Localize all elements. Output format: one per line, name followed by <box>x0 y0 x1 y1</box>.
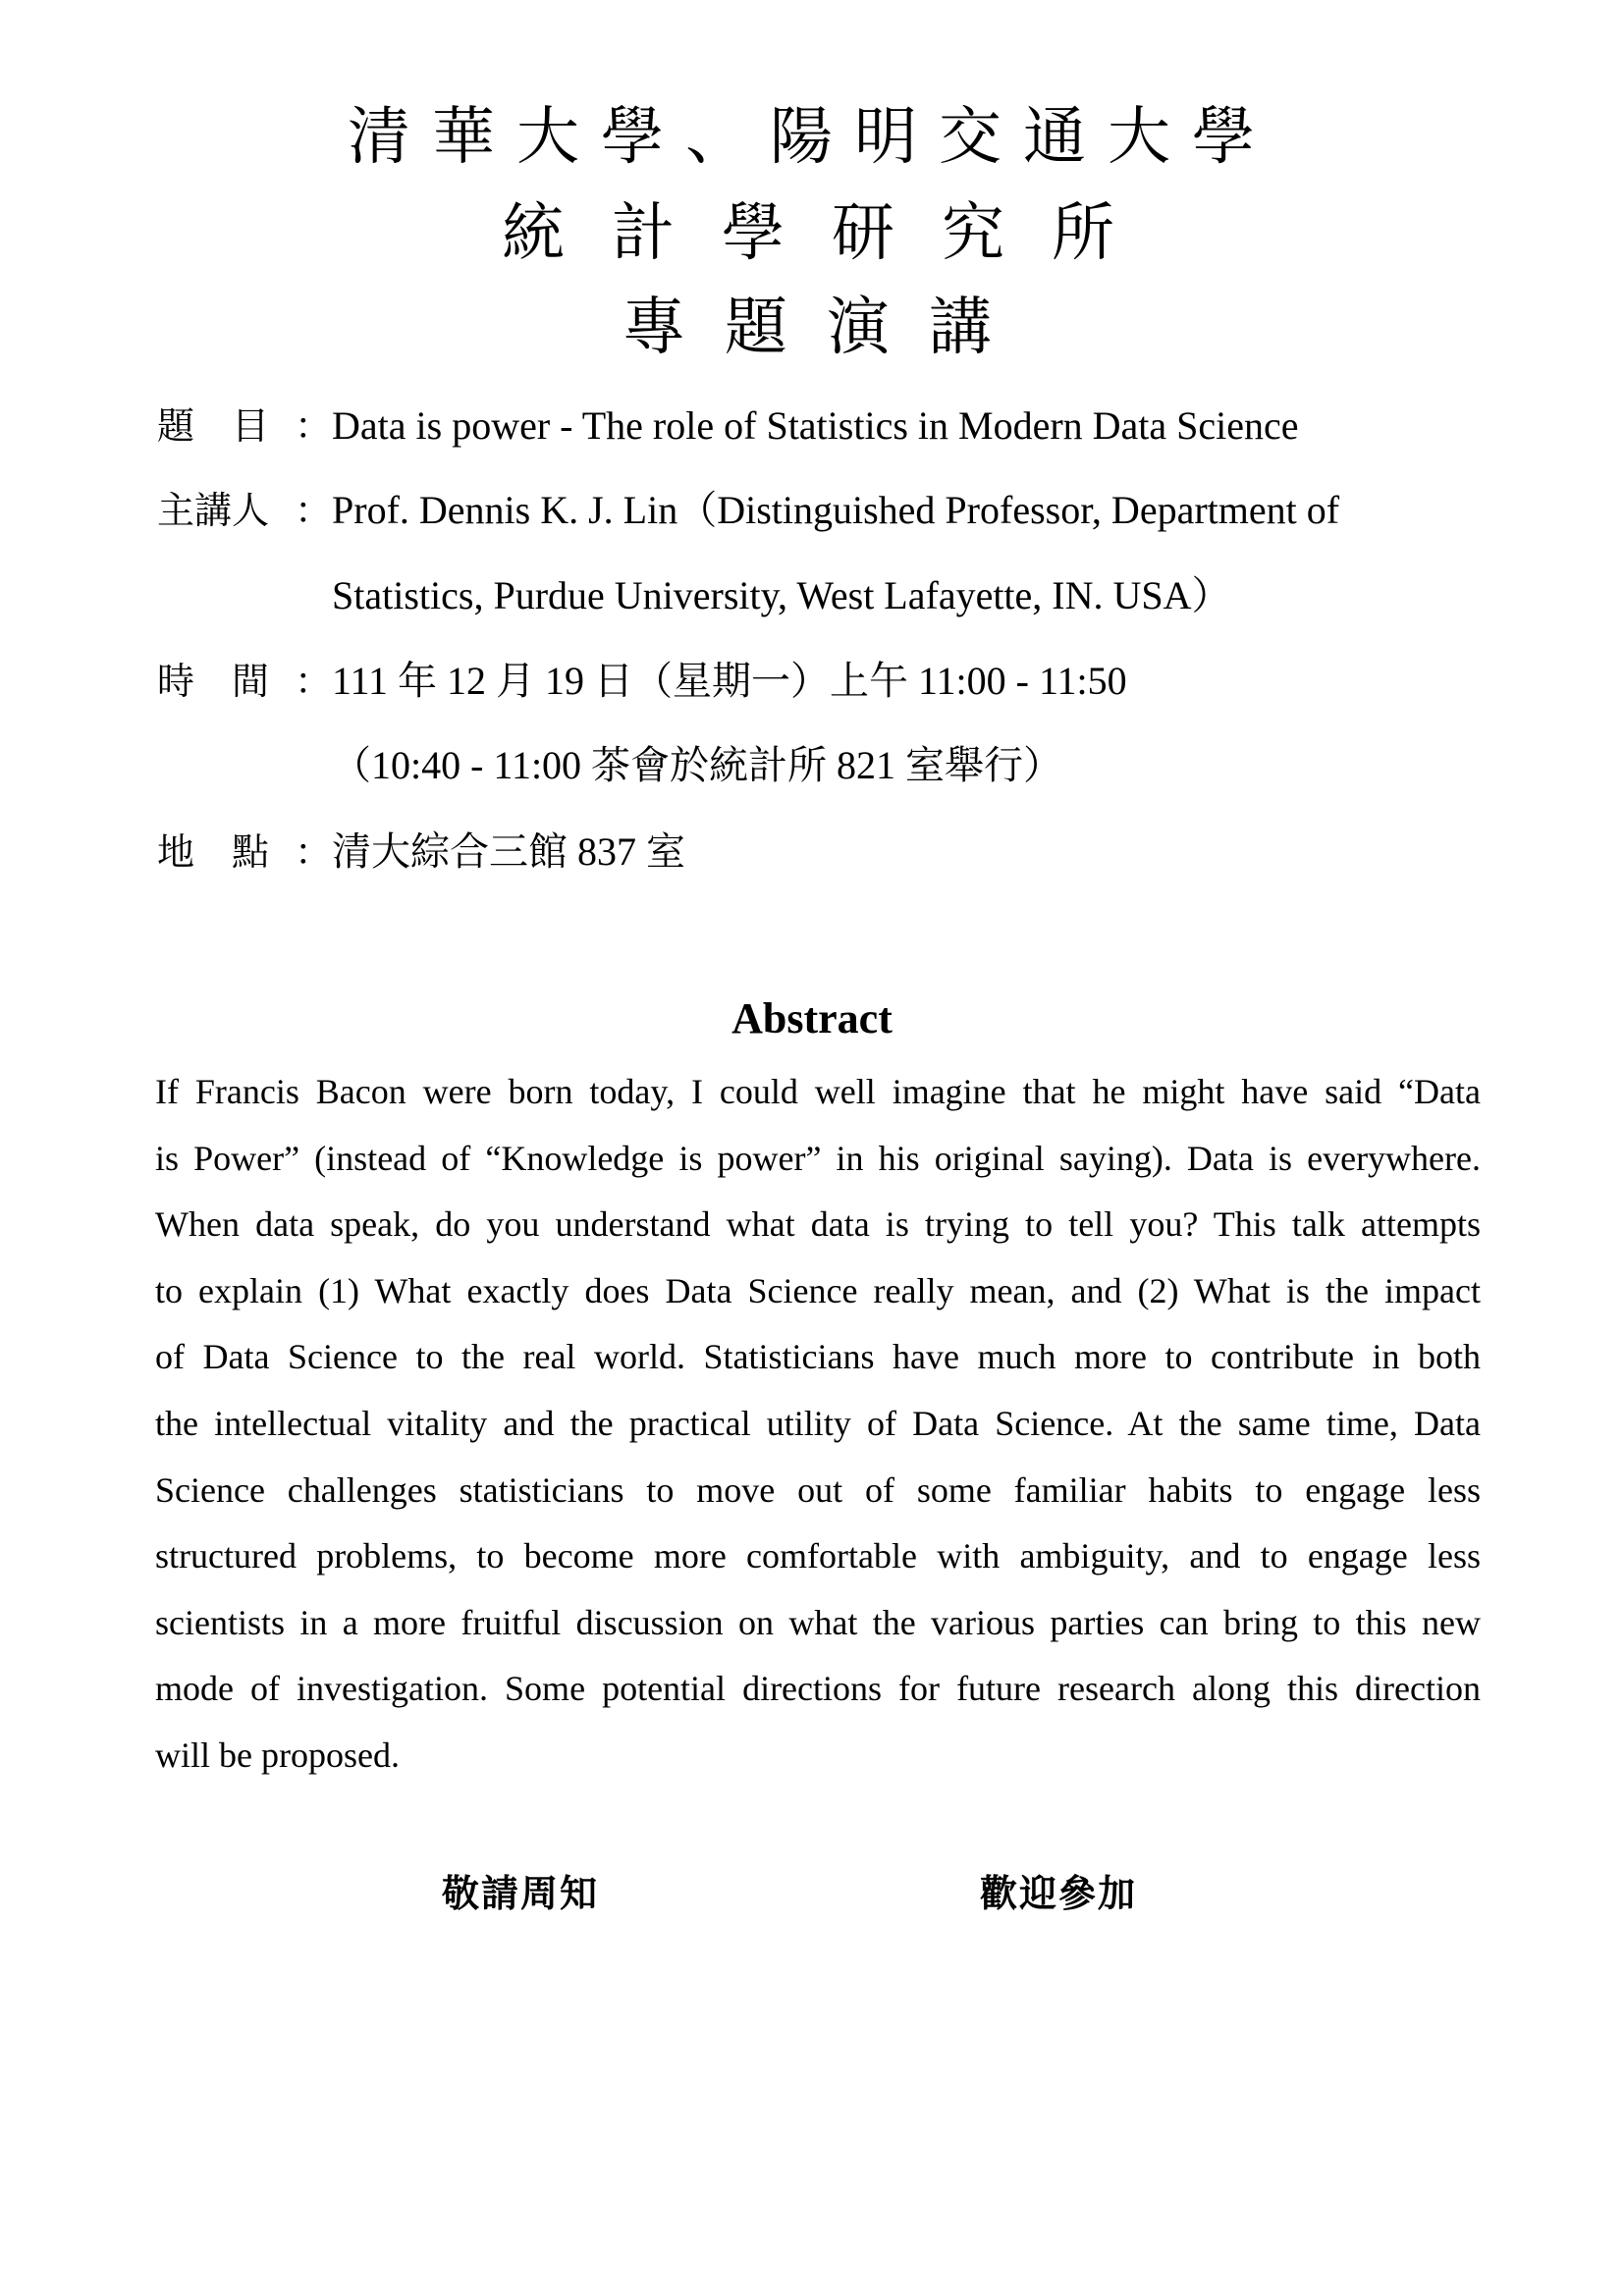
abstract-line: is Power” (instead of “Knowledge is power” in his original saying). Data is everywhere. <box>155 1138 1481 1178</box>
event-title: 專題演講 <box>623 292 1031 364</box>
abstract-body <box>155 1070 1481 1800</box>
place-label: 地 點 <box>157 830 270 874</box>
time-value-line1: 111 年 12 月 19 日（星期一）上午 11:00 - 11:50 <box>332 659 1127 703</box>
footer-notice: 敬請周知 <box>442 1872 600 1915</box>
abstract-heading: Abstract <box>731 994 893 1042</box>
abstract-line: When data speak, do you understand what data is trying to tell you? This talk attempts <box>155 1204 1481 1245</box>
topic-value: Data is power - The role of Statistics in Modern Data Science <box>332 403 1299 448</box>
abstract-line: If Francis Bacon were born today, I could well imagine that he might have said “Data <box>155 1072 1481 1111</box>
university-title: 清華大學、陽明交通大學 <box>348 101 1276 174</box>
time-label: 時 間 <box>157 660 270 703</box>
abstract-line: will be proposed. <box>155 1735 400 1775</box>
abstract-line: scientists in a more fruitful discussion on what the various parties can bring to this new <box>155 1602 1481 1642</box>
topic-colon: ： <box>295 404 333 448</box>
place-colon: ： <box>295 830 333 874</box>
place-row <box>157 830 1532 874</box>
time-value-line2: （10:40 - 11:00 茶會於統計所 821 室舉行） <box>332 743 1063 787</box>
speaker-label: 主講人 <box>157 489 270 532</box>
abstract-line: structured problems, to become more comfortable with ambiguity, and to engage less <box>155 1536 1481 1576</box>
footer-welcome: 歡迎參加 <box>980 1872 1138 1915</box>
speaker-colon: ： <box>295 489 333 532</box>
abstract-line: Science challenges statisticians to move out of some familiar habits to engage less <box>155 1469 1481 1510</box>
abstract-line: the intellectual vitality and the practical utility of Data Science. At the same time, Data <box>155 1403 1481 1443</box>
topic-row <box>157 404 1532 448</box>
abstract-line: mode of investigation. Some potential directions for future research along this direction <box>155 1669 1481 1709</box>
time-colon: ： <box>295 660 333 703</box>
topic-label: 題 目 <box>157 404 270 448</box>
time-row <box>157 660 1532 703</box>
speaker-value-line2: Statistics, Purdue University, West Lafayette, IN. USA） <box>332 573 1231 617</box>
abstract-line: to explain (1) What exactly does Data Science really mean, and (2) What is the impact <box>155 1270 1481 1310</box>
place-value: 清大綜合三館 837 室 <box>332 829 685 874</box>
abstract-line: of Data Science to the real world. Statisticians have much more to contribute in both <box>155 1337 1481 1377</box>
institute-title: 統計學研究所 <box>502 197 1162 270</box>
speaker-row <box>157 489 1532 532</box>
speaker-value-line1: Prof. Dennis K. J. Lin（Distinguished Professor, Department of <box>332 488 1340 532</box>
